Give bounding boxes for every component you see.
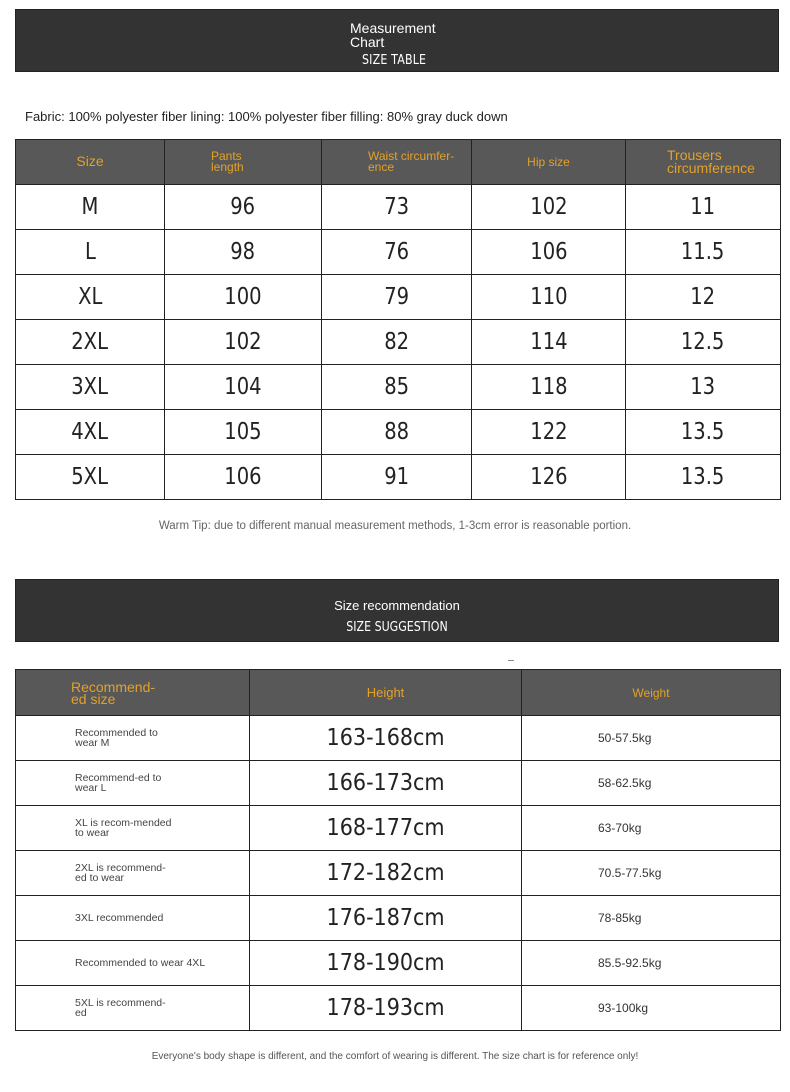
header-height: Height bbox=[250, 670, 522, 716]
table-row bbox=[16, 275, 781, 320]
table-cell: 126 bbox=[472, 455, 626, 500]
table-row bbox=[16, 410, 781, 455]
table-cell: 13 bbox=[626, 365, 781, 410]
table-cell: 82 bbox=[322, 320, 472, 365]
table-cell: XL bbox=[16, 275, 165, 320]
header-size: Size bbox=[16, 140, 165, 185]
table-cell: 3XL bbox=[16, 365, 165, 410]
banner-title: Size recommendation bbox=[334, 598, 460, 613]
weight-cell: 93-100kg bbox=[522, 986, 781, 1031]
banner-subtitle: SIZE SUGGESTION bbox=[346, 620, 448, 635]
header-weight: Weight bbox=[522, 670, 781, 716]
table-cell: 5XL bbox=[16, 455, 165, 500]
size-suggestion-banner bbox=[15, 579, 779, 642]
banner-subtitle: SIZE TABLE bbox=[362, 53, 427, 68]
table-row bbox=[16, 761, 781, 806]
table-cell: 91 bbox=[322, 455, 472, 500]
table-cell: 118 bbox=[472, 365, 626, 410]
table-cell: 79 bbox=[322, 275, 472, 320]
table-cell: 105 bbox=[165, 410, 322, 455]
table-cell: 13.5 bbox=[626, 410, 781, 455]
table-cell: 11.5 bbox=[626, 230, 781, 275]
table-cell: 122 bbox=[472, 410, 626, 455]
table-row bbox=[16, 806, 781, 851]
table-cell: 100 bbox=[165, 275, 322, 320]
header-recommended-size: Recommend-ed size bbox=[16, 670, 250, 716]
table-row bbox=[16, 230, 781, 275]
weight-cell: 50-57.5kg bbox=[522, 716, 781, 761]
size-table-header bbox=[16, 140, 781, 185]
suggestion-table-header bbox=[16, 670, 781, 716]
table-cell: 12 bbox=[626, 275, 781, 320]
table-cell: 102 bbox=[472, 185, 626, 230]
table-cell: 12.5 bbox=[626, 320, 781, 365]
size-suggestion-table bbox=[15, 669, 781, 1031]
warm-tip: Warm Tip: due to different manual measurement methods, 1-3cm error is reasonable portion. bbox=[158, 520, 632, 532]
table-cell: 76 bbox=[322, 230, 472, 275]
recommended-size-cell: 3XL recommended bbox=[16, 896, 250, 941]
recommended-size-cell: Recommended to wear M bbox=[16, 716, 250, 761]
table-row bbox=[16, 896, 781, 941]
table-row bbox=[16, 185, 781, 230]
table-row bbox=[16, 455, 781, 500]
height-cell: 168-177cm bbox=[250, 806, 522, 851]
table-cell: M bbox=[16, 185, 165, 230]
table-cell: 110 bbox=[472, 275, 626, 320]
recommended-size-cell: Recommend-ed to wear L bbox=[16, 761, 250, 806]
table-cell: 4XL bbox=[16, 410, 165, 455]
height-cell: 166-173cm bbox=[250, 761, 522, 806]
table-cell: 104 bbox=[165, 365, 322, 410]
table-row bbox=[16, 320, 781, 365]
table-cell: 13.5 bbox=[626, 455, 781, 500]
height-cell: 172-182cm bbox=[250, 851, 522, 896]
height-cell: 178-190cm bbox=[250, 941, 522, 986]
recommended-size-cell: XL is recom-mended to wear bbox=[16, 806, 250, 851]
table-cell: 88 bbox=[322, 410, 472, 455]
header-waist: Waist circumfer-ence bbox=[322, 140, 472, 185]
table-cell: L bbox=[16, 230, 165, 275]
weight-cell: 70.5-77.5kg bbox=[522, 851, 781, 896]
fabric-note: Fabric: 100% polyester fiber lining: 100% polyester fiber filling: 80% gray duck down bbox=[25, 109, 508, 124]
table-cell: 73 bbox=[322, 185, 472, 230]
header-pants-length: Pants length bbox=[165, 140, 322, 185]
weight-cell: 63-70kg bbox=[522, 806, 781, 851]
recommended-size-cell: 2XL is recommend-ed to wear bbox=[16, 851, 250, 896]
table-cell: 96 bbox=[165, 185, 322, 230]
table-cell: 106 bbox=[472, 230, 626, 275]
size-table bbox=[15, 139, 781, 500]
weight-cell: 78-85kg bbox=[522, 896, 781, 941]
table-row bbox=[16, 365, 781, 410]
banner-title: Measurement Chart bbox=[350, 20, 436, 50]
header-trousers: Trousers circumference bbox=[626, 140, 781, 185]
weight-cell: 58-62.5kg bbox=[522, 761, 781, 806]
table-row bbox=[16, 986, 781, 1031]
table-cell: 2XL bbox=[16, 320, 165, 365]
size-table-banner bbox=[15, 9, 779, 72]
divider-mark bbox=[508, 660, 514, 661]
height-cell: 178-193cm bbox=[250, 986, 522, 1031]
weight-cell: 85.5-92.5kg bbox=[522, 941, 781, 986]
table-cell: 85 bbox=[322, 365, 472, 410]
table-row bbox=[16, 716, 781, 761]
footer-note: Everyone's body shape is different, and the comfort of wearing is different. The size chart is for reference only! bbox=[151, 1051, 639, 1062]
table-cell: 98 bbox=[165, 230, 322, 275]
height-cell: 163-168cm bbox=[250, 716, 522, 761]
table-row bbox=[16, 941, 781, 986]
table-cell: 11 bbox=[626, 185, 781, 230]
table-row bbox=[16, 851, 781, 896]
header-hip: Hip size bbox=[472, 140, 626, 185]
table-cell: 114 bbox=[472, 320, 626, 365]
table-cell: 102 bbox=[165, 320, 322, 365]
recommended-size-cell: 5XL is recommend-ed bbox=[16, 986, 250, 1031]
height-cell: 176-187cm bbox=[250, 896, 522, 941]
table-cell: 106 bbox=[165, 455, 322, 500]
recommended-size-cell: Recommended to wear 4XL bbox=[16, 941, 250, 986]
